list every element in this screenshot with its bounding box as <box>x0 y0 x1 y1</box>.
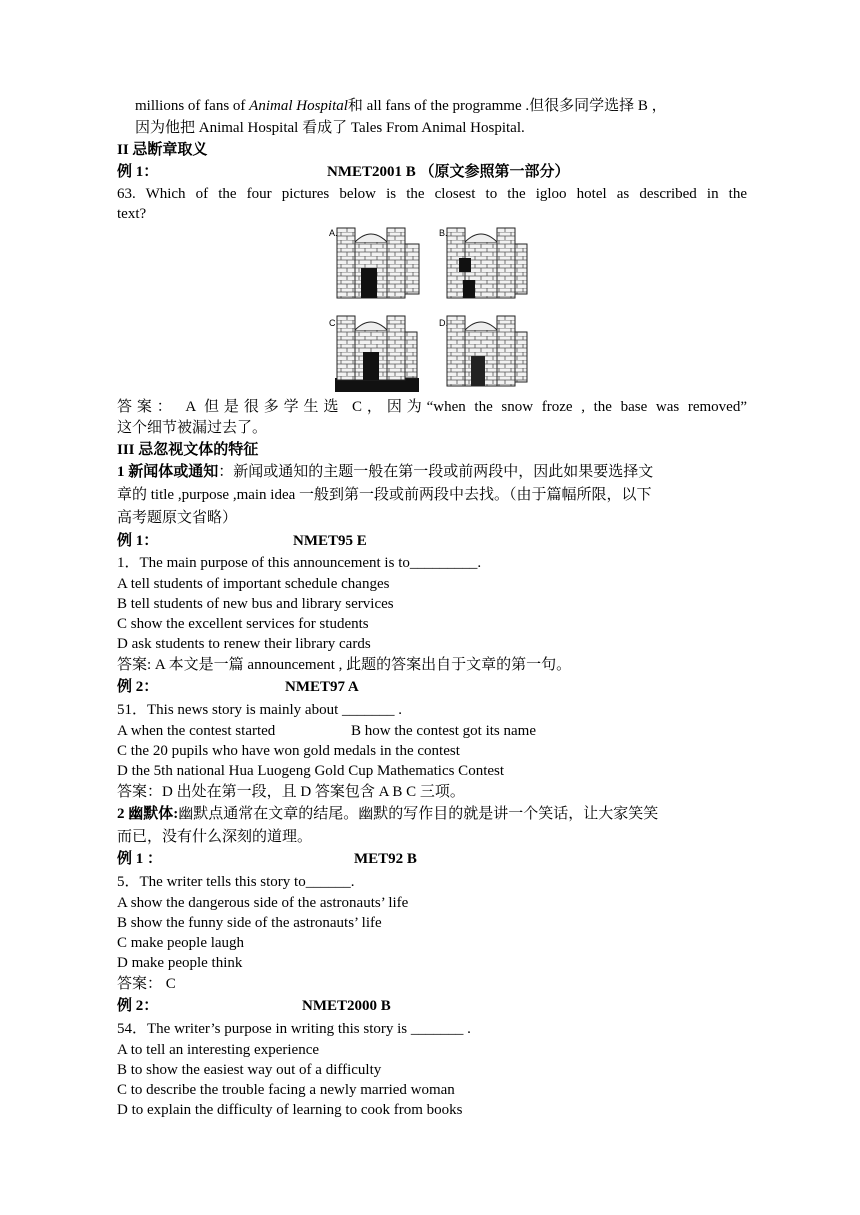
picture-d-label: D. <box>439 318 448 328</box>
picture-a <box>337 228 419 298</box>
option-b: B how the contest got its name <box>351 723 536 739</box>
text-line: 而已，没有什么深刻的道理。 <box>117 829 313 845</box>
example-label: 例 1 ： MET92 B <box>117 851 417 867</box>
option-b: B tell students of new bus and library services <box>117 596 394 612</box>
example-label: 例 1： NMET2001 B （原文参照第一部分） <box>117 164 570 180</box>
answer-text: 答案：D 出处在第一段，且 D 答案包含 A B C 三项。 <box>117 784 465 800</box>
option-b: B show the funny side of the astronauts’ life <box>117 915 382 931</box>
question-text: text? <box>117 206 147 222</box>
example-label: 例 1： NMET95 E <box>117 533 367 549</box>
option-d: D to explain the difficulty of learning to cook from books <box>117 1102 463 1118</box>
text-line: 章的 title ,purpose ,main idea 一般到第一段或前两段中去找。（由于篇幅所限，以下 <box>117 487 652 503</box>
picture-c-label: C <box>329 318 336 328</box>
section-heading: II 忌断章取义 <box>117 142 208 158</box>
answer-text: 答案: A 本文是一篇 announcement , 此题的答案出自于文章的第一句。 <box>117 657 572 673</box>
option-a: A tell students of important schedule changes <box>117 576 390 592</box>
section-heading: III 忌忽视文体的特征 <box>117 442 259 458</box>
text-line: 因为他把 Animal Hospital 看成了 Tales From Animal Hospital. <box>135 120 525 136</box>
text-line: 1 新闻体或通知：新闻或通知的主题一般在第一段或前两段中，因此如果要选择文 <box>117 464 654 480</box>
option-a: A to tell an interesting experience <box>117 1042 320 1058</box>
answer-text: 答案： A 但是很多学生选 C，因为“when the snow froze , the base was removed” <box>117 399 747 415</box>
example-label: 例 2： NMET2000 B <box>117 998 391 1014</box>
igloo-pictures-drawing <box>325 222 537 394</box>
igloo-pictures-figure <box>325 222 537 394</box>
option-c: C the 20 pupils who have won gold medals in the contest <box>117 743 460 759</box>
picture-b-label: B. <box>439 228 448 238</box>
option-d: D make people think <box>117 955 243 971</box>
option-d: D ask students to renew their library cards <box>117 636 371 652</box>
question-text: 1．The main purpose of this announcement is to_________. <box>117 555 482 571</box>
question-text: 51．This news story is mainly about _______ . <box>117 702 402 718</box>
option-d: D the 5th national Hua Luogeng Gold Cup Mathematics Contest <box>117 763 505 779</box>
example-label: 例 2： NMET97 A <box>117 679 359 695</box>
option-c: C to describe the trouble facing a newly married woman <box>117 1082 455 1098</box>
question-text: 5．The writer tells this story to______. <box>117 874 355 890</box>
option-c: C make people laugh <box>117 935 245 951</box>
picture-a-label: A. <box>329 228 338 238</box>
option-a: A show the dangerous side of the astronauts’ life <box>117 895 409 911</box>
option-a: A when the contest started <box>117 723 276 739</box>
text-line: millions of fans of Animal Hospital和 all fans of the programme .但很多同学选择 B ， <box>135 98 667 114</box>
picture-c <box>335 316 419 392</box>
text-line: 2 幽默体:幽默点通常在文章的结尾。幽默的写作目的就是讲一个笑话，让大家笑笑 <box>117 806 659 822</box>
answer-text: 答案： C <box>117 976 176 992</box>
picture-d <box>447 316 527 386</box>
answer-text: 这个细节被漏过去了。 <box>117 420 268 436</box>
question-text: 54．The writer’s purpose in writing this story is _______ . <box>117 1021 471 1037</box>
option-b: B to show the easiest way out of a difficulty <box>117 1062 382 1078</box>
option-c: C show the excellent services for students <box>117 616 369 632</box>
picture-b <box>447 228 527 298</box>
question-text: 63. Which of the four pictures below is the closest to the igloo hotel as described in the <box>117 186 747 202</box>
text-line: 高考题原文省略） <box>117 510 238 526</box>
